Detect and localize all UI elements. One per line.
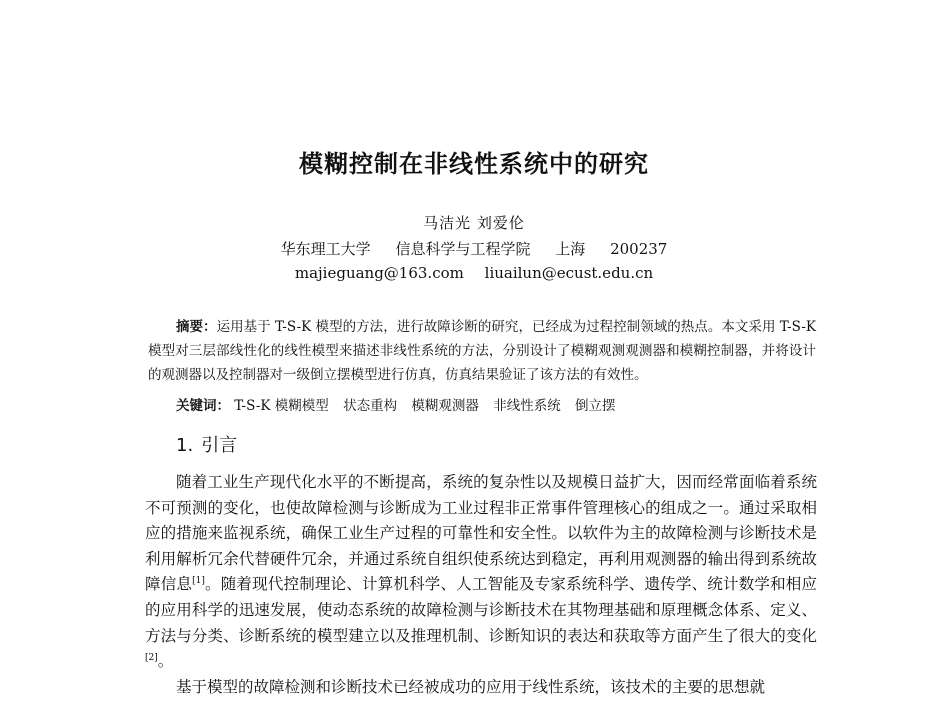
paragraph-1-part-1: 随着工业生产现代化水平的不断提高，系统的复杂性以及规模日益扩大，因而经常面临着系统不可预测的变化，也使故障检测与诊断成为工业过程非正常事件管理核心的组成之一。通过采取相应的措施来监视系统，确保工业生产过程的可靠性和安全性。以软件为主的故障检测与诊断技术是利用解析冗余代替硬件冗余，并通过系统自组织使系统达到稳定，再利用观测器的输出得到系统故障信息	[145, 473, 817, 594]
keywords-label: 关键词：	[176, 398, 230, 414]
email-2: liuailun@ecust.edu.cn	[484, 264, 654, 282]
affiliation-university: 华东理工大学	[280, 240, 371, 258]
paragraph-2: 基于模型的故障检测和诊断技术已经被成功的应用于线性系统，该技术的主要的思想就	[176, 677, 766, 696]
paragraph-1-end: 。	[157, 652, 174, 671]
citation-1: [1]	[192, 576, 205, 587]
abstract-text: 运用基于 T-S-K 模型的方法，进行故障诊断的研究，已经成为过程控制领域的热点。本文采用 T-S-K 模型对三层部线性化的线性模型来描述非线性系统的方法，分别设计了模糊观测观测器和模糊控制器，并将设计的观测器以及控制器对一级倒立摆模型进行仿真，仿真结果验证了该方法的有效性。	[148, 319, 817, 383]
keywords	[176, 394, 626, 414]
citation-2: [2]	[145, 653, 158, 664]
section-heading	[176, 431, 237, 457]
keyword: 模糊观测器	[411, 398, 479, 414]
abstract-label: 摘要：	[176, 319, 217, 335]
keyword: 非线性系统	[493, 398, 561, 414]
email-1: majieguang@163.com	[294, 264, 464, 282]
paragraph-1-part-2: 。随着现代控制理论、计算机科学、人工智能及专家系统科学、遗传学、统计数学和相应的应用科学的迅速发展，使动态系统的故障检测与诊断技术在其物理基础和原理概念体系、定义、方法与分类、诊断系统的模型建立以及推理机制、诊断知识的表达和获取等方面产生了很大的变化	[145, 575, 817, 645]
paragraph-1	[145, 470, 817, 675]
paper-title: 模糊控制在非线性系统中的研究	[299, 150, 649, 178]
section-number: 1.	[176, 435, 194, 456]
body-text	[145, 470, 817, 700]
keyword: 状态重构	[343, 398, 398, 414]
keyword: 倒立摆	[575, 398, 616, 414]
affiliation	[0, 238, 948, 259]
author-emails	[0, 264, 948, 282]
keyword: T-S-K 模糊模型	[234, 398, 329, 414]
abstract	[148, 315, 816, 387]
section-title: 引言	[201, 435, 238, 456]
authors: 马洁光 刘爱伦	[423, 214, 525, 232]
affiliation-postcode: 200237	[610, 240, 668, 258]
affiliation-city: 上海	[555, 240, 586, 258]
affiliation-school: 信息科学与工程学院	[395, 240, 531, 258]
